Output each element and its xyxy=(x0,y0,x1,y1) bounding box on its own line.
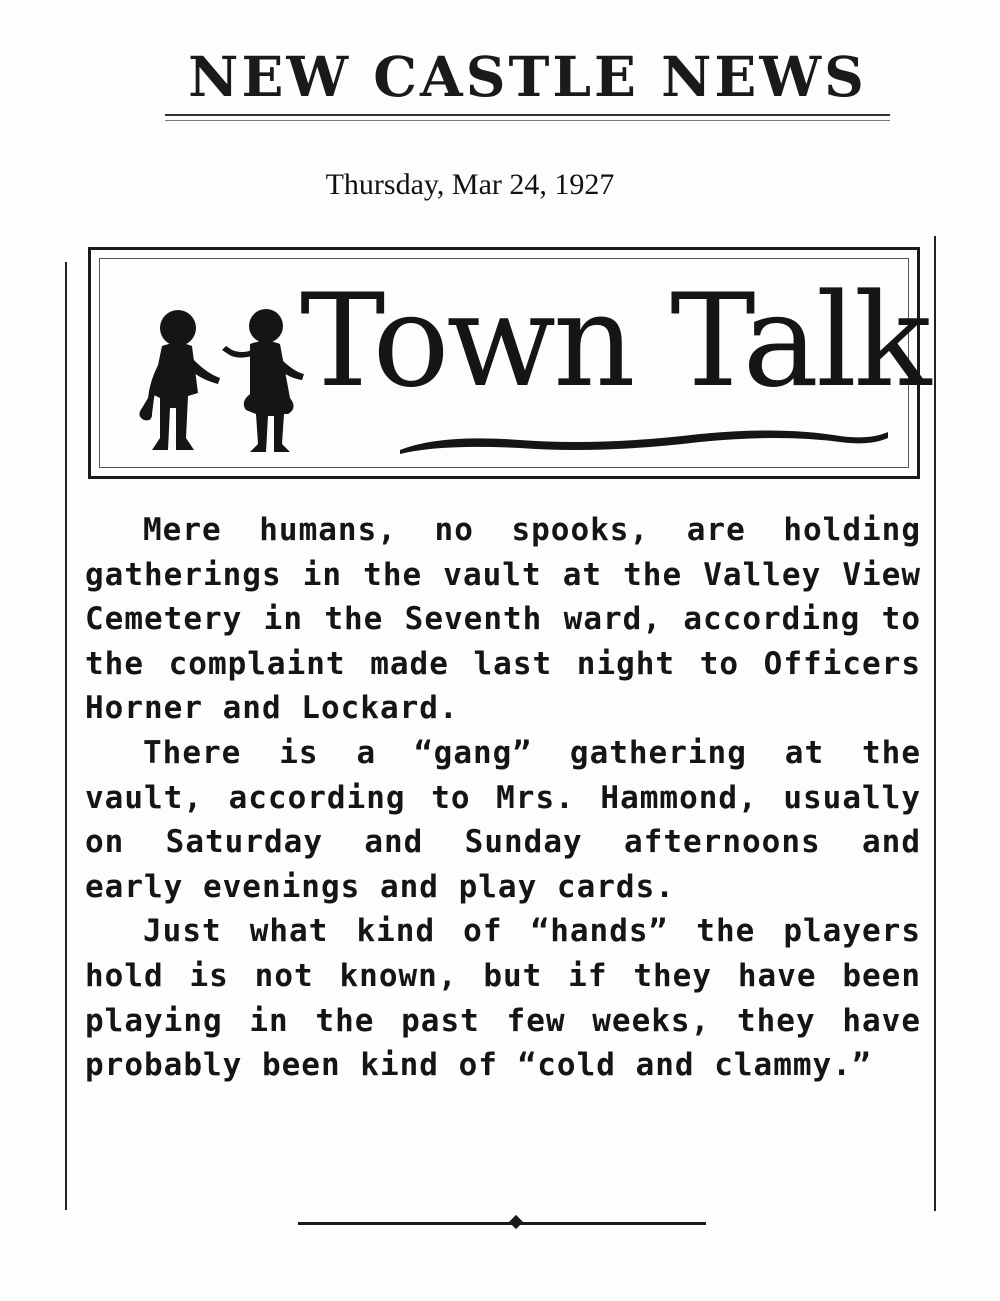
column-border-left xyxy=(65,262,67,1210)
article-paragraph-2: There is a “gang” gathering at the vault, according to Mrs. Hammond, usually on Saturday and Sunday afternoons and early evenings and play cards. xyxy=(85,734,921,905)
masthead-rule-thin xyxy=(165,120,890,121)
end-rule xyxy=(298,1222,706,1225)
masthead xyxy=(165,38,890,118)
end-rule-ornament xyxy=(509,1215,523,1229)
article-paragraph-1: Mere humans, no spooks, are holding gatherings in the vault at the Valley View Cemetery in the Seventh ward, according to the complaint made last night to Officers Horner and Lockard. xyxy=(85,512,921,727)
article-paragraph-3: Just what kind of “hands” the players hold is not known, but if they have been playing in the past few weeks, they have probably been kind of “cold and clammy.” xyxy=(85,913,921,1084)
masthead-rule xyxy=(165,114,890,116)
article-body xyxy=(85,508,921,1088)
column-border-right xyxy=(934,236,936,1211)
title-underline-swash xyxy=(400,420,890,460)
column-title: Town Talk xyxy=(300,267,929,416)
publication-date: Thursday, Mar 24, 1927 xyxy=(325,168,615,201)
newspaper-title: NEW CASTLE NEWS xyxy=(188,44,867,109)
two-children-silhouette-icon xyxy=(128,298,318,458)
